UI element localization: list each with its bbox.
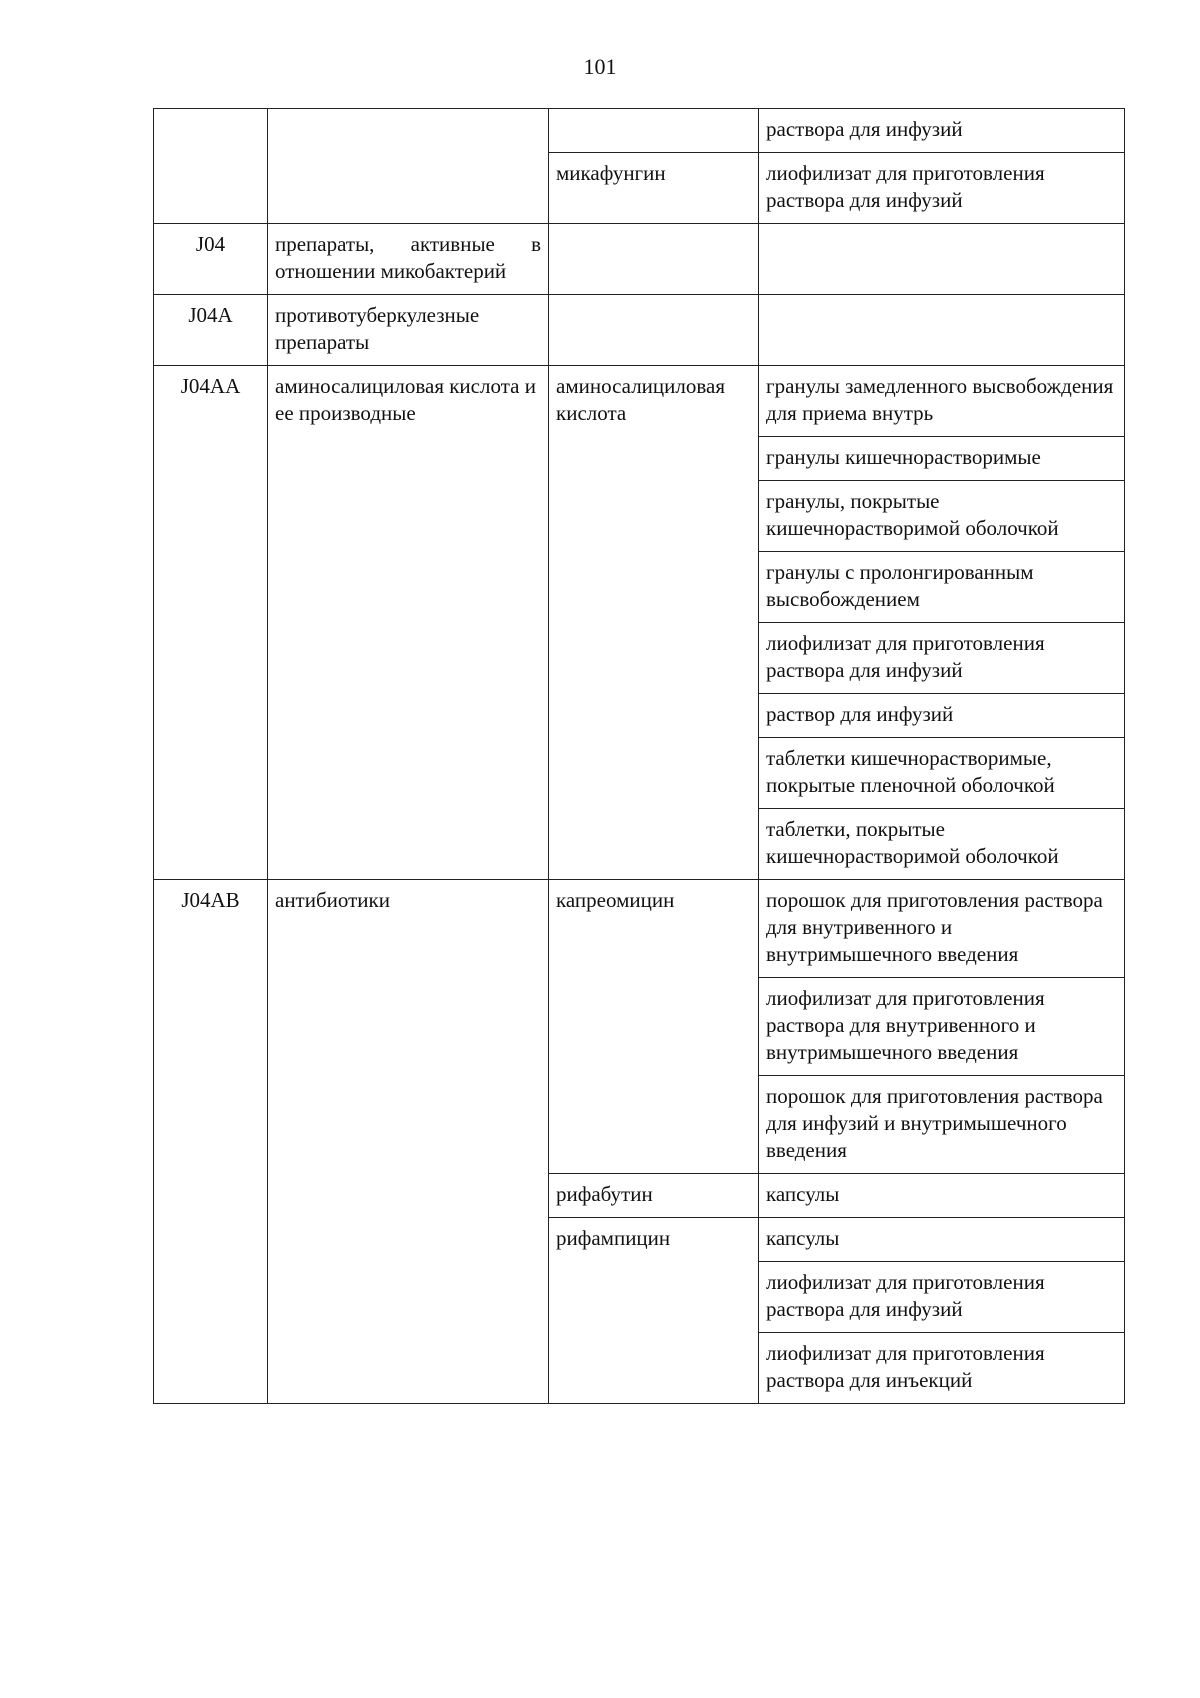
dosage-form-cell: гранулы кишечнорастворимые [759,437,1125,481]
dosage-form-cell: капсулы [759,1174,1125,1218]
drug-name-cell: рифампицин [549,1218,759,1404]
dosage-form-cell [759,295,1125,366]
drug-name-cell [549,224,759,295]
dosage-form-cell: лиофилизат для приготовления раствора для инфузий [759,153,1125,224]
dosage-form-cell: раствор для инфузий [759,694,1125,738]
atc-group-cell: препараты, активные в отношении микобактерий [268,224,549,295]
atc-code-cell: J04AA [154,366,268,880]
dosage-form-cell: гранулы с пролонгированным высвобождением [759,552,1125,623]
dosage-form-cell: таблетки, покрытые кишечнорастворимой оболочкой [759,809,1125,880]
table-row [154,880,1125,978]
dosage-form-cell: порошок для приготовления раствора для внутривенного и внутримышечного введения [759,880,1125,978]
dosage-form-cell: порошок для приготовления раствора для инфузий и внутримышечного введения [759,1076,1125,1174]
drug-name-cell: рифабутин [549,1174,759,1218]
dosage-form-cell: лиофилизат для приготовления раствора для инъекций [759,1333,1125,1404]
atc-group-cell: антибиотики [268,880,549,1404]
table-row [154,366,1125,437]
dosage-form-cell: гранулы замедленного высвобождения для приема внутрь [759,366,1125,437]
dosage-form-cell: лиофилизат для приготовления раствора для инфузий [759,1262,1125,1333]
atc-group-cell: аминосалициловая кислота и ее производные [268,366,549,880]
dosage-form-cell: таблетки кишечнорастворимые, покрытые пленочной оболочкой [759,738,1125,809]
atc-code-cell: J04AB [154,880,268,1404]
page-number: 101 [583,54,617,79]
table-row [154,224,1125,295]
atc-code-cell [154,109,268,224]
atc-code-cell: J04 [154,224,268,295]
atc-group-cell [268,109,549,224]
drug-name-cell [549,109,759,153]
dosage-form-cell: раствора для инфузий [759,109,1125,153]
dosage-form-cell: капсулы [759,1218,1125,1262]
drug-name-cell: аминосалициловая кислота [549,366,759,880]
dosage-form-cell: гранулы, покрытые кишечнорастворимой оболочкой [759,481,1125,552]
drug-name-cell [549,295,759,366]
dosage-form-cell [759,224,1125,295]
dosage-form-cell: лиофилизат для приготовления раствора для инфузий [759,623,1125,694]
drug-table [153,108,1125,1404]
drug-name-cell: капреомицин [549,880,759,1174]
dosage-form-cell: лиофилизат для приготовления раствора для внутривенного и внутримышечного введения [759,978,1125,1076]
atc-group-cell: противотуберкулезные препараты [268,295,549,366]
table-row [154,109,1125,153]
drug-name-cell: микафунгин [549,153,759,224]
table-row [154,295,1125,366]
atc-code-cell: J04A [154,295,268,366]
